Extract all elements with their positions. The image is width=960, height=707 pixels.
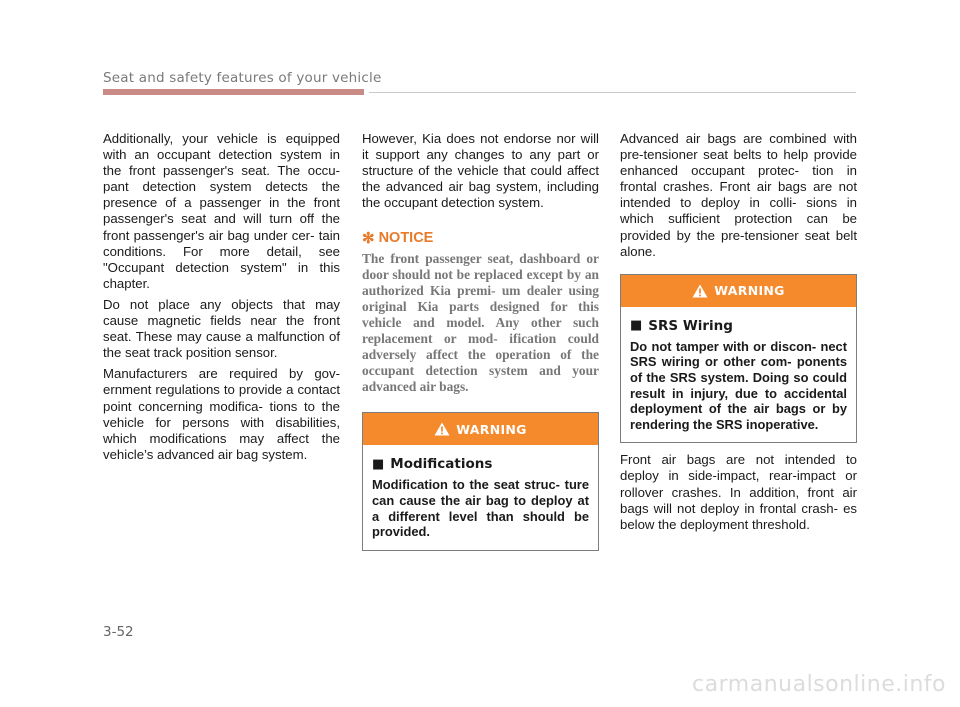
header-accent-bar xyxy=(103,89,364,95)
page-header-title: Seat and safety features of your vehicle xyxy=(103,70,382,86)
warning-title-text: SRS Wiring xyxy=(648,317,733,334)
star-icon: ✻ xyxy=(362,230,375,248)
warning-body xyxy=(363,445,598,549)
warning-header xyxy=(621,275,856,307)
warning-body xyxy=(621,307,856,443)
notice-text: The front passenger seat, dashboard or door should not be replaced except by an authorized Kia premi- um dealer using original Kia parts designed for this vehicle and model. Any other such replacement or mod- ification could adversely affect the operation of the occupant detection system and your advanced air bags. xyxy=(362,251,599,395)
paragraph: Advanced air bags are combined with pre-tensioner seat belts to help provide enhanced occupant protec- tion in frontal crashes. Front air bags are not intended to deploy in colli- sions in which sufficient protection can be provided by the pre-tensioner seat belt alone. xyxy=(620,131,857,259)
warning-box-modifications xyxy=(362,412,599,550)
warning-title xyxy=(630,318,847,334)
warning-header xyxy=(363,413,598,445)
column-3 xyxy=(620,131,857,538)
column-2 xyxy=(362,131,599,551)
square-bullet-icon: ■ xyxy=(372,456,385,472)
warning-label: WARNING xyxy=(714,283,785,299)
paragraph: Front air bags are not intended to deploy in side-impact, rear-impact or rollover crashes. In addition, front air bags will not deploy in frontal crash- es below the deployment threshold. xyxy=(620,452,857,532)
paragraph: Manufacturers are required by gov- ernment regulations to provide a contact point concerning modifica- tions to the vehicle for persons with disabilities, which modifications may affect the vehicle’s advanced air bag system. xyxy=(103,366,340,462)
square-bullet-icon: ■ xyxy=(630,318,643,334)
warning-triangle-icon xyxy=(434,422,450,436)
watermark: carmanualsonline.info xyxy=(692,672,946,697)
warning-title xyxy=(372,456,589,472)
warning-label: WARNING xyxy=(456,421,527,437)
warning-title-text: Modifications xyxy=(390,456,493,473)
column-1 xyxy=(103,131,340,468)
paragraph: However, Kia does not endorse nor will it support any changes to any part or structure of the vehicle that could affect the advanced air bag system, including the occupant detection system. xyxy=(362,131,599,211)
warning-triangle-icon xyxy=(692,284,708,298)
notice-heading-label: NOTICE xyxy=(378,230,434,247)
warning-text: Modification to the seat struc- ture can cause the air bag to deploy at a different level than should be provided. xyxy=(372,477,589,540)
paragraph: Additionally, your vehicle is equipped with an occupant detection system in the front passenger's seat. The occu- pant detection system detects the presence of a passenger in the front passenger's seat and will turn off the front passenger's air bag under cer- tain conditions. For more detail, see "Occupant detection system" in this chapter. xyxy=(103,131,340,291)
warning-box-srs-wiring xyxy=(620,274,857,444)
header-divider xyxy=(369,92,856,93)
page-number: 3-52 xyxy=(103,624,134,640)
notice-heading xyxy=(362,229,599,247)
paragraph: Do not place any objects that may cause magnetic fields near the front seat. These may cause a malfunction of the seat track position sensor. xyxy=(103,296,340,361)
warning-text: Do not tamper with or discon- nect SRS wiring or other com- ponents of the SRS system. Doing so could result in injury, due to accidental deployment of the air bags or by rendering the SRS inoperative. xyxy=(630,338,847,432)
